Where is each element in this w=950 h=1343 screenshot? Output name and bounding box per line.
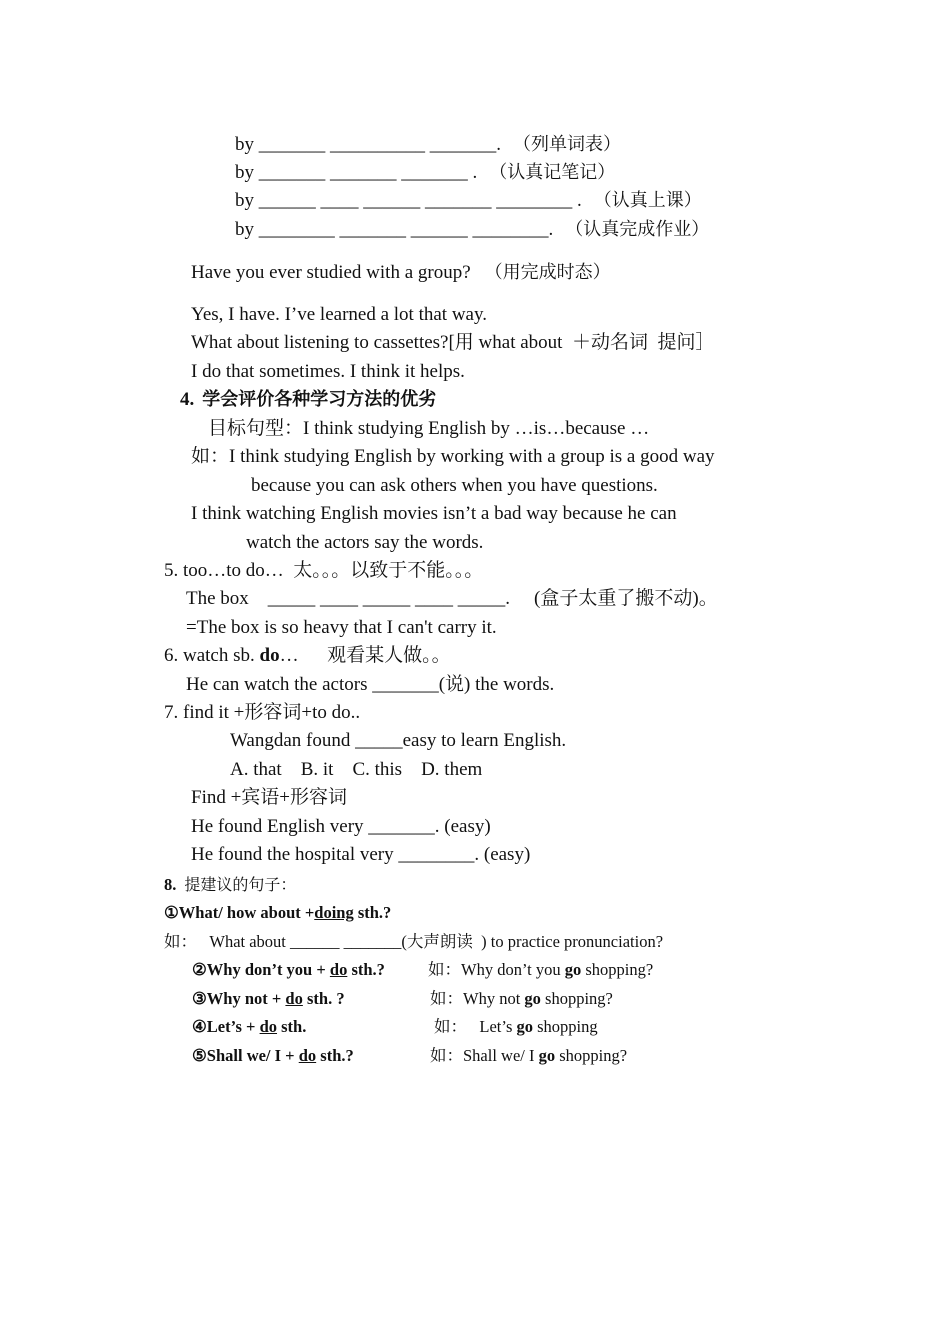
pattern-underlined: do <box>285 989 303 1008</box>
dialogue-question-2: What about listening to cassettes?[用 what about ＋动名词 提问］ <box>191 332 715 353</box>
pattern-text-end: sth. ? <box>302 989 345 1008</box>
by-line-text: by _______ _______ _______ . <box>235 162 478 183</box>
example-text: 如：Shall we/ I <box>430 1046 539 1065</box>
pattern-4-example <box>434 1015 598 1039</box>
pattern-1-example: 如： What about ______ _______(大声朗读 ) to practice pronunciation? <box>164 932 664 951</box>
section-6-exercise: He can watch the actors _______(说) the words. <box>186 674 555 695</box>
section-6-heading <box>164 644 451 668</box>
section-7-exercise-2: He found the hospital very ________. (easy) <box>191 844 531 865</box>
example-text: 如：Why not <box>430 989 525 1008</box>
example-text: 如：Why don’t you <box>428 960 565 979</box>
example-bold: go <box>564 960 582 979</box>
example-1-line-2: because you can ask others when you have questions. <box>251 475 658 496</box>
example-text-end: shopping? <box>555 1046 628 1065</box>
example-bold: go <box>524 989 541 1008</box>
example-text-end: shopping? <box>581 960 654 979</box>
pattern-text-end: sth.? <box>316 1046 354 1065</box>
section-7-exercise-1: He found English very _______. (easy) <box>191 816 491 837</box>
dialogue-answer-2: I do that sometimes. I think it helps. <box>191 361 465 382</box>
by-line-hint: （认真记笔记） <box>489 162 616 183</box>
section-number: 4. <box>180 389 195 410</box>
pattern-underlined: do <box>329 960 348 979</box>
pattern-text: ④Let’s + <box>192 1017 260 1036</box>
pattern-4 <box>192 1015 306 1039</box>
pattern-text: ⑤Shall we/ I + <box>192 1046 299 1065</box>
pattern-5 <box>192 1044 354 1068</box>
question-hint: （用完成时态） <box>484 262 611 283</box>
example-bold: go <box>538 1046 556 1065</box>
by-line-3 <box>235 189 702 213</box>
pattern-1 <box>164 901 391 925</box>
pattern-underlined: do <box>298 1046 317 1065</box>
heading-text-rest: … 观看某人做。。 <box>279 645 451 666</box>
example-bold: go <box>516 1017 533 1036</box>
example-2-line-1: I think watching English movies isn’t a bad way because he can <box>191 503 677 524</box>
by-line-hint: （认真完成作业） <box>565 219 710 240</box>
example-1-line-1: 如：I think studying English by working with a group is a good way <box>191 446 715 467</box>
pattern-2-example <box>428 958 653 982</box>
pattern-text: ③Why not + <box>192 989 286 1008</box>
by-line-text: by ______ ____ ______ _______ ________ . <box>235 190 582 211</box>
pattern-5-example <box>430 1044 627 1068</box>
section-5-exercise <box>186 587 718 611</box>
by-line-text: by _______ __________ _______. <box>235 134 501 155</box>
example-text: 如： Let’s <box>434 1017 517 1036</box>
section-number: 8. <box>164 875 177 894</box>
section-5-heading: 5. too…to do… 太。。。以致于不能。。。 <box>164 560 484 581</box>
section-7-question: Wangdan found _____easy to learn English. <box>230 730 567 751</box>
pattern-3-example <box>430 987 613 1011</box>
section-4-heading <box>180 388 436 412</box>
by-line-2 <box>235 161 615 185</box>
by-line-1 <box>235 133 621 157</box>
pattern-3 <box>192 987 345 1011</box>
by-line-hint: （列单词表） <box>513 134 621 155</box>
pattern-text-end: sth.? <box>353 903 392 922</box>
section-title: 学会评价各种学习方法的优劣 <box>202 389 437 410</box>
heading-text: 6. watch sb. <box>164 645 260 666</box>
exercise-text: The box _____ ____ _____ ____ _____. <box>186 588 511 609</box>
example-text-end: shopping <box>533 1017 598 1036</box>
pattern-text-end: sth.? <box>347 960 385 979</box>
target-sentence: 目标句型：I think studying English by …is…because … <box>208 418 650 439</box>
dialogue-answer-1: Yes, I have. I’ve learned a lot that way. <box>191 304 487 325</box>
by-line-4 <box>235 218 709 242</box>
example-text-end: shopping? <box>540 989 613 1008</box>
section-title: 提建议的句子： <box>184 875 297 894</box>
by-line-text: by ________ _______ ______ ________. <box>235 219 554 240</box>
section-7-heading: 7. find it +形容词+to do.. <box>164 702 361 723</box>
question-text: Have you ever studied with a group? <box>191 262 471 283</box>
example-2-line-2: watch the actors say the words. <box>246 532 484 553</box>
pattern-text: ②Why don’t you + <box>192 960 330 979</box>
pattern-text-end: sth. <box>277 1017 307 1036</box>
exercise-hint: (盒子太重了搬不动)。 <box>534 588 718 609</box>
pattern-underlined: do <box>259 1017 278 1036</box>
section-7-subheading: Find +宾语+形容词 <box>191 787 348 808</box>
dialogue-question-1 <box>191 261 611 285</box>
pattern-2 <box>192 958 385 982</box>
by-line-hint: （认真上课） <box>593 190 702 211</box>
section-5-equivalent: =The box is so heavy that I can't carry it. <box>186 617 497 638</box>
pattern-text: ①What/ how about + <box>164 903 315 922</box>
heading-bold-do: do <box>259 645 280 666</box>
section-8-heading <box>164 873 296 897</box>
section-7-options: A. that B. it C. this D. them <box>230 759 483 780</box>
pattern-underlined: doing <box>314 903 354 922</box>
